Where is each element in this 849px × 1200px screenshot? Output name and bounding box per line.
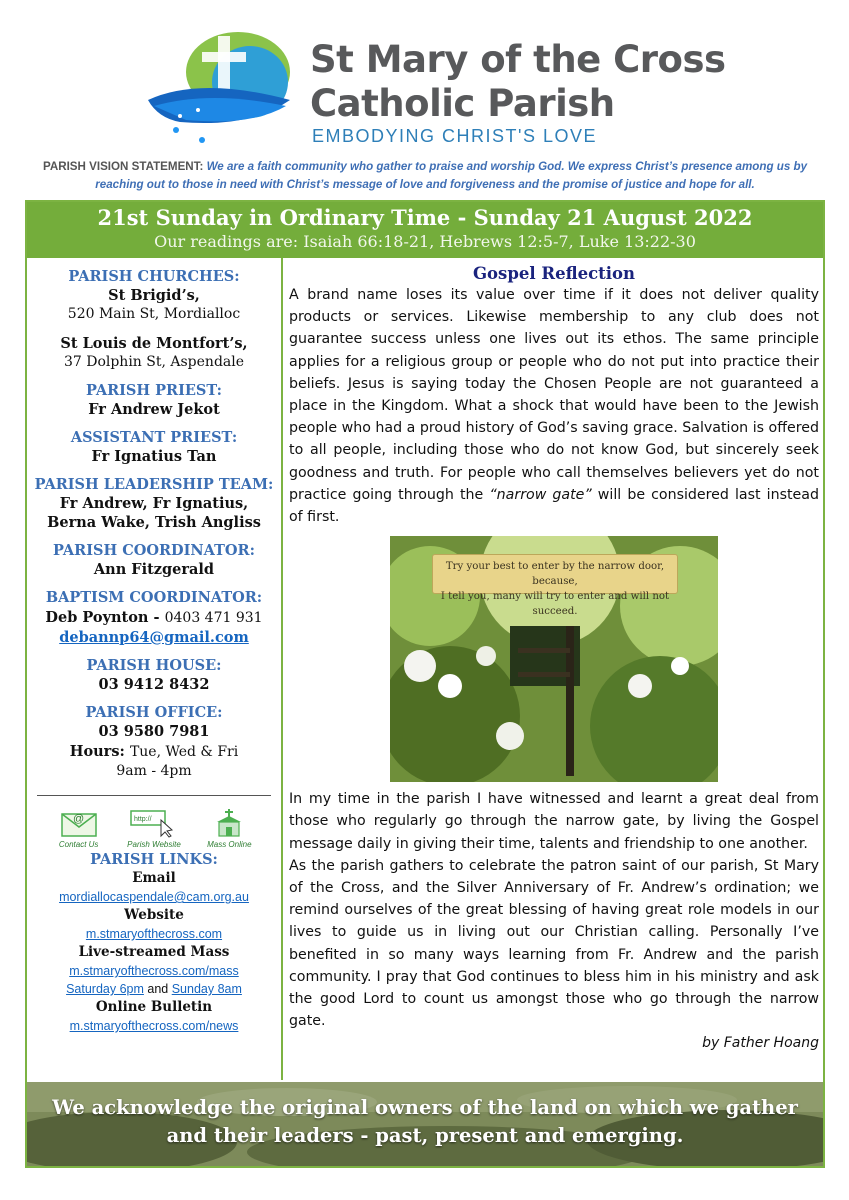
house-heading: PARISH HOUSE: [86,657,222,674]
vision-label: PARISH VISION STATEMENT: [42,160,204,173]
email-link[interactable]: mordiallocaspendale@cam.org.au [59,890,249,904]
hours-label: Hours: [69,743,125,760]
gospel-reflection [289,258,819,1080]
bulletin-label: Online Bulletin [95,999,213,1015]
acknowledgement-banner [27,1082,823,1166]
churches-block [27,268,281,372]
bulletin-link[interactable]: m.stmaryofthecross.com/news [69,1019,239,1033]
links-heading: PARISH LINKS: [90,851,218,868]
vision-text: We are a faith community who gather to praise and worship God. We express Christ’s presence among us by reaching out to those in need with Christ’s message of love and forgiveness and the promise of justice and hope for all. [95,160,808,191]
banner-readings: Our readings are: Isaiah 66:18-21, Hebrews 12:5-7, Luke 13:22-30 [154,232,696,251]
mass-online-link[interactable] [199,808,259,849]
baptism-block [27,589,281,647]
leadership-line1: Fr Andrew, Fr Ignatius, [59,495,249,512]
reflection-byline: by Father Hoang [702,1035,819,1052]
mass-label: Live-streamed Mass [78,944,230,960]
website-caption: Parish Website [127,840,181,849]
parish-title-line2: Catholic Parish [310,82,615,125]
church2-address: 37 Dolphin St, Aspendale [63,354,245,370]
leadership-heading: PARISH LEADERSHIP TEAM: [34,476,274,493]
assistant-block [27,429,281,466]
baptism-phone: 0403 471 931 [164,610,263,626]
coordinator-block [27,542,281,579]
assistant-heading: ASSISTANT PRIEST: [70,429,238,446]
hours-days: Tue, Wed & Fri [129,744,239,760]
baptism-name: Deb Poynton - [45,609,165,626]
vision-statement [30,158,820,194]
acknowledgement-text [27,1094,823,1150]
leadership-line2: Berna Wake, Trish Angliss [47,514,261,531]
house-block [27,657,281,694]
svg-text:@: @ [72,813,84,825]
svg-text:http://: http:// [133,816,152,823]
office-block [27,704,281,781]
churches-heading: PARISH CHURCHES: [68,268,240,285]
mass-times [27,980,281,998]
parish-logo-icon [140,30,300,150]
office-heading: PARISH OFFICE: [85,704,223,721]
bulletin-frame [25,200,825,1168]
parish-title-line1: St Mary of the Cross [310,38,726,81]
reflection-title: Gospel Reflection [472,264,636,283]
sign-line-2: I tell you, many will try to enter and will not succeed. [440,591,670,618]
priest-heading: PARISH PRIEST: [85,382,223,399]
reflection-paragraph-1 [289,284,819,528]
house-phone: 03 9412 8432 [98,676,210,693]
reflection-paragraph-3: As the parish gathers to celebrate the patron saint of our parish, St Mary of the Cross, and the Silver Anniversary of Fr. Andrew’s ordination; we remind ourselves of the great blessing of having great role models in our lives to guide us in living out our Christian calling. Personally I’ve benefited in so many ways learning from Fr. Andrew and the parish community. I pray that God continues to bless him in his ministry and ask the good Lord to count us amongst those who go through the narrow gate. [289,857,819,1030]
sunday-banner [27,202,823,258]
contact-us-link[interactable] [49,808,109,849]
mass-caption: Mass Online [207,840,252,849]
sign-line-1: Try your best to enter by the narrow door, because, [445,561,665,588]
baptism-heading: BAPTISM COORDINATOR: [45,589,263,606]
parish-website-link[interactable] [124,808,184,849]
quick-link-icons [27,796,281,849]
ack-line-2: and their leaders - past, present and emerging. [166,1124,684,1147]
church-icon [209,808,249,838]
narrow-gate-phrase: “narrow gate” [489,486,592,503]
envelope-icon [59,808,99,838]
leadership-block [27,476,281,532]
priest-name: Fr Andrew Jekot [88,401,220,418]
assistant-name: Fr Ignatius Tan [91,448,217,465]
priest-block [27,382,281,419]
coordinator-heading: PARISH COORDINATOR: [53,542,255,559]
para1-text: A brand name loses its value over time if it does not deliver quality products or services. Likewise membership to any club does not guarantee success unless one lives out its ethos. The same principle applies for a religious group or people who do not put into practice their beliefs. Jesus is saying today the Chosen People are not guaranteed a place in the Kingdom. What a shock that would have been to the Jewish people who had a proud history of God’s saving grace. Salvation is offered to all people, including those who do not know God, but sincerely seek goodness and truth. For people who call themselves believers yet do not practice going through the [289,287,819,503]
saturday-mass-link[interactable]: Saturday 6pm [66,982,144,996]
ack-line-1: We acknowledge the original owners of the land on which we gather [52,1096,798,1119]
mass-and: and [143,982,172,996]
coordinator-name: Ann Fitzgerald [93,561,215,578]
website-link[interactable]: m.stmaryofthecross.com [85,927,223,941]
narrow-gate-photo [390,536,718,782]
email-label: Email [132,870,176,886]
parish-info-sidebar [27,258,283,1080]
website-label: Website [124,907,184,923]
parish-tagline: EMBODYING CHRIST'S LOVE [312,126,597,146]
sunday-mass-link[interactable]: Sunday 8am [171,982,242,996]
office-phone: 03 9580 7981 [98,723,210,740]
cursor-browser-icon [129,808,179,838]
parish-links-block [27,851,281,1035]
baptism-email-link[interactable]: debannp64@gmail.com [59,629,249,646]
page-header [0,0,849,191]
banner-title: 21st Sunday in Ordinary Time - Sunday 21 August 2022 [97,205,753,230]
reflection-paragraph-2: In my time in the parish I have witnessed and learnt a great deal from those who regularly go through the narrow gate, by living the Gospel message daily in giving their time, talents and friendship to one another. [289,791,819,852]
contact-caption: Contact Us [58,840,99,849]
para1-end: will be considered last instead of first. [289,486,819,526]
mass-link[interactable]: m.stmaryofthecross.com/mass [69,964,239,978]
hours-time: 9am - 4pm [116,763,192,779]
bible-quote-sign [432,554,678,618]
baptism-contact [27,607,281,628]
church1-name: St Brigid’s, [108,287,200,304]
office-hours [27,741,281,762]
church1-address: 520 Main St, Mordialloc [67,306,241,322]
church2-name: St Louis de Montfort’s, [60,335,248,352]
